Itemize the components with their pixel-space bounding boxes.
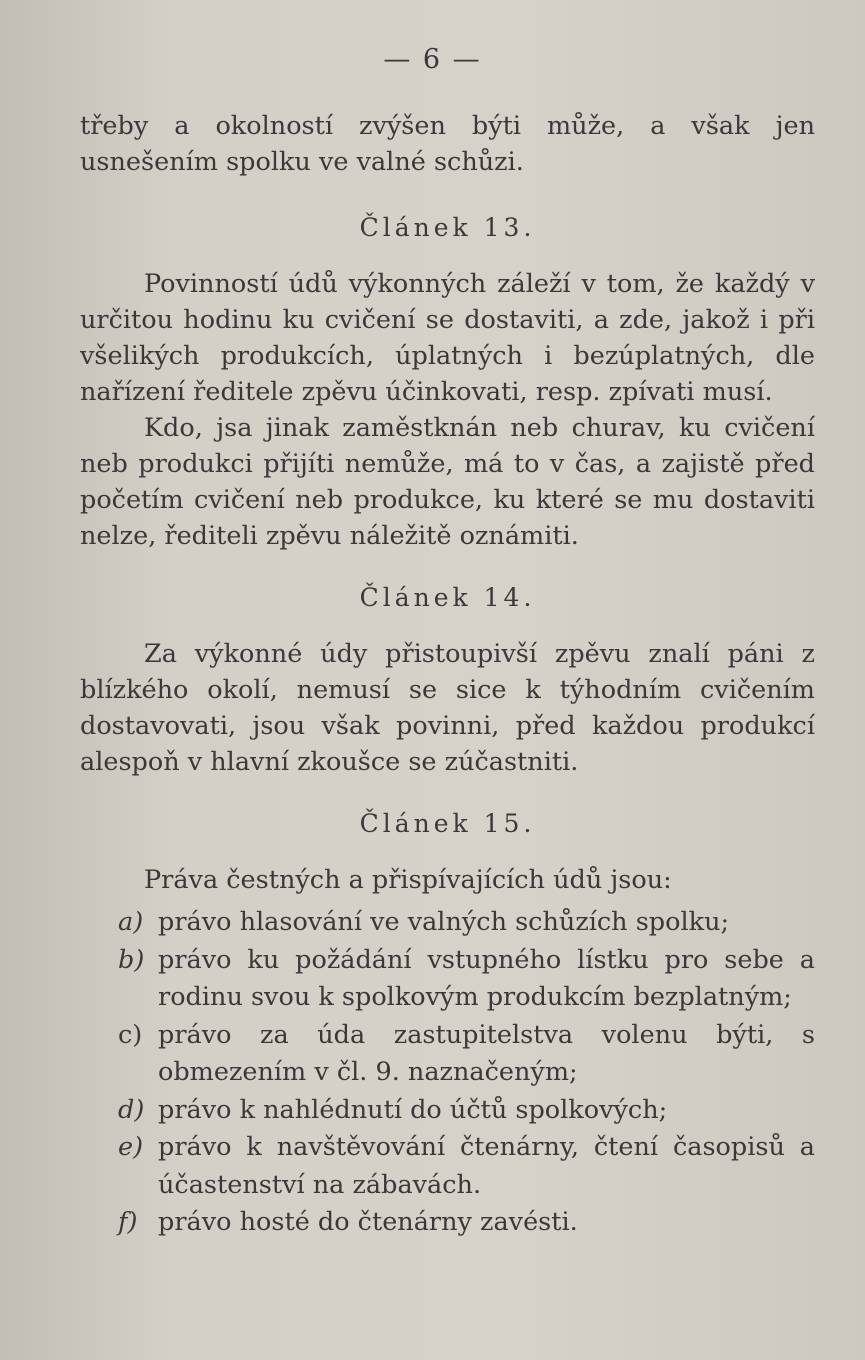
- list-item: [80, 1129, 815, 1204]
- article-15-intro: Práva čestných a přispívajících údů jsou:: [144, 865, 672, 895]
- page-body: [80, 108, 815, 1242]
- page-number: — 6 —: [383, 44, 482, 75]
- article-13-paragraph-1: Povinností údů výkonných záleží v tom, že každý v určitou hodinu ku cvičení se dostaviti, a zde, jakož i při všelikých produkcích, úplatných i bezúplatných, dle nařízení ředitele zpěvu účinkovati, resp. zpívati musí.: [80, 269, 815, 407]
- list-marker: b): [118, 944, 145, 975]
- list-item-text: právo za úda zastupitelstva volenu býti, s obmezením v čl. 9. naznačeným;: [158, 1019, 815, 1087]
- list-item: [80, 1204, 815, 1242]
- list-marker: a): [118, 907, 144, 937]
- list-item: [80, 904, 815, 942]
- list-item-text: právo k navštěvování čtenárny, čtení časopisů a účastenství na zábavách.: [158, 1132, 815, 1200]
- intro-paragraph: třeby a okolností zvýšen býti může, a však jen usnešením spolku ve valné schůzi.: [80, 111, 815, 177]
- list-item-text: právo ku požádání vstupného lístku pro sebe a rodinu svou k spolkovým produkcím bezplatným;: [158, 944, 815, 1012]
- article-13-heading: Článek 13.: [359, 213, 536, 242]
- article-14-paragraph-1: Za výkonné údy přistoupivší zpěvu znalí páni z blízkého okolí, nemusí se sice k týhodním cvičením dostavovati, jsou však povinni, před každou produkcí alespoň v hlavní zkoušce se zúčastniti.: [80, 639, 815, 777]
- list-marker: d): [118, 1094, 145, 1125]
- list-item-text: právo hosté do čtenárny zavésti.: [158, 1207, 578, 1237]
- rights-list: [80, 904, 815, 1242]
- list-item-text: právo hlasování ve valných schůzích spolku;: [158, 907, 730, 937]
- list-marker: f): [118, 1207, 138, 1237]
- article-14-heading: Článek 14.: [359, 583, 536, 612]
- list-marker: e): [118, 1132, 144, 1162]
- article-13-paragraph-2: Kdo, jsa jinak zaměstknán neb churav, ku cvičení neb produkci přijíti nemůže, má to v čas, a zajistě před početím cvičení neb produkce, ku které se mu dostaviti nelze, řediteli zpěvu náležitě oznámiti.: [80, 413, 815, 551]
- article-15-heading: Článek 15.: [359, 809, 536, 838]
- list-marker: c): [118, 1019, 143, 1050]
- list-item: [80, 1017, 815, 1092]
- list-item: [80, 942, 815, 1017]
- list-item: [80, 1092, 815, 1130]
- list-item-text: právo k nahlédnutí do účtů spolkových;: [158, 1094, 668, 1125]
